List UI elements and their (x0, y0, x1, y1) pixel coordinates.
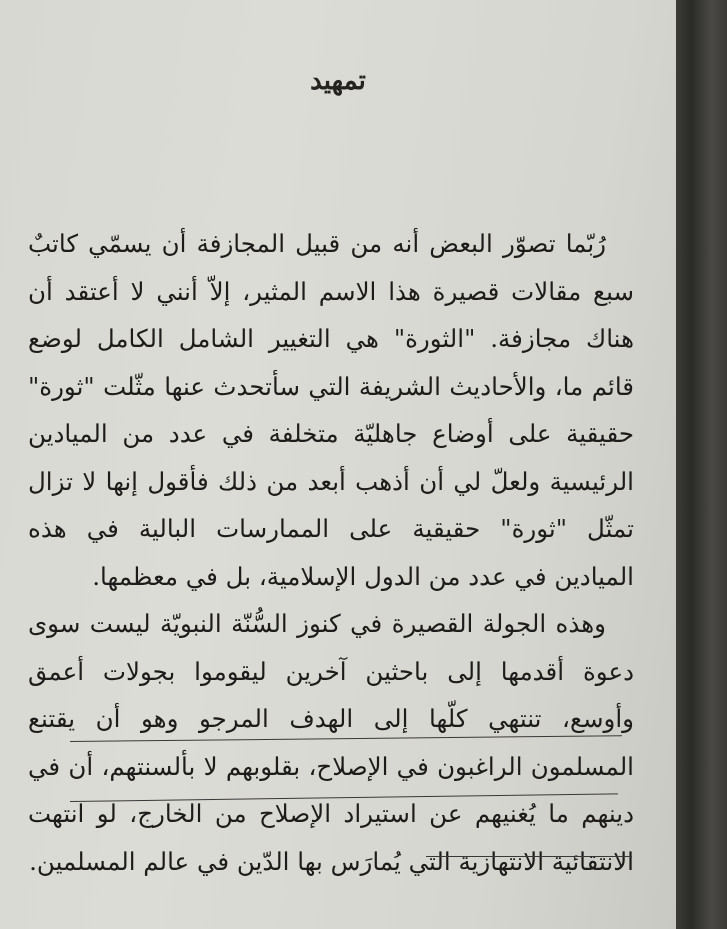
paragraph-2: وهذه الجولة القصيرة في كنوز السُّنّة النبويّة ليست سوى دعوة أقدمها إلى باحثين آخرين ليقوموا بجولات أعمق وأوسع، تنتهي كلّها إلى الهدف المرجو وهو أن يقتنع المسلمون الراغبون في الإصلاح، بقلوبهم لا بألسنتهم، أن في دينهم ما يُغنيهم عن استيراد الإصلاح من الخارج، لو انتهت الانتقائية الانتهازية التي يُمارَس بها الدّين في عالم المسلمين. (28, 609, 634, 876)
page-title: تمهيد (310, 66, 366, 96)
pen-underline-3 (426, 856, 632, 857)
book-spine-shadow (676, 0, 727, 929)
paragraph-1: رُبّما تصوّر البعض أنه من قبيل المجازفة أن يسمّي كاتبٌ سبع مقالات قصيرة هذا الاسم المثير، إلاّ أنني لا أعتقد أن هناك مجازفة. "الثورة" هي التغيير الشامل الكامل لوضع قائم ما، والأحاديث الشريفة التي سأتحدث عنها مثّلت "ثورة" حقيقية على أوضاع جاهليّة متخلفة في عدد من الميادين الرئيسية ولعلّ لي أن أذهب أبعد من ذلك فأقول إنها لا تزال تمثّل "ثورة" حقيقية على الممارسات البالية في هذه الميادين في عدد من الدول الإسلامية، بل في معظمها. (28, 229, 634, 591)
body-text (28, 220, 634, 885)
